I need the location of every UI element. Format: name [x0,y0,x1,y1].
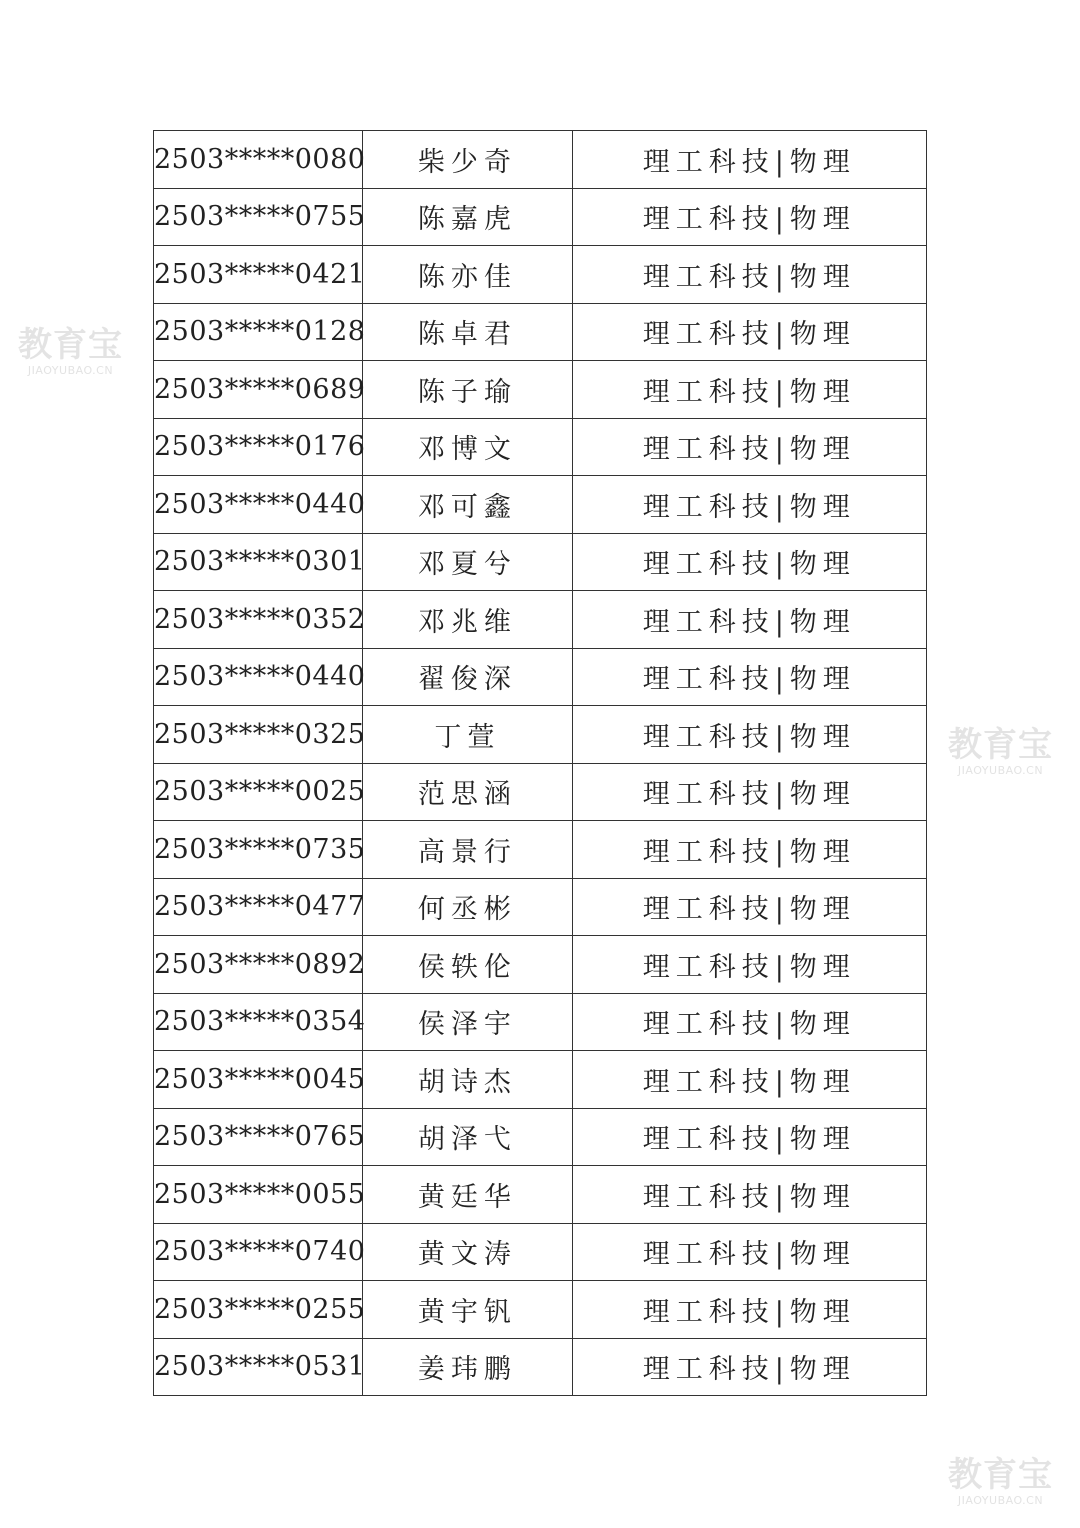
student-id-cell: 2503*****0440 [154,648,363,706]
student-id-cell: 2503*****0892 [154,936,363,994]
student-id-cell: 2503*****0421 [154,246,363,304]
table-row [154,1108,927,1166]
category-cell: 理工科技|物理 [572,591,926,649]
category-cell: 理工科技|物理 [572,131,926,189]
table-row [154,188,927,246]
student-id-cell: 2503*****0325 [154,706,363,764]
student-name-cell: 姜玮鹏 [363,1338,572,1396]
student-name-cell: 陈卓君 [363,303,572,361]
category-cell: 理工科技|物理 [572,821,926,879]
student-name-cell: 邓可鑫 [363,476,572,534]
watermark-logo [948,725,1053,777]
category-cell: 理工科技|物理 [572,418,926,476]
student-name-cell: 柴少奇 [363,131,572,189]
table-row [154,1281,927,1339]
watermark-logo [18,325,123,377]
table-row [154,936,927,994]
student-name-cell: 黄廷华 [363,1166,572,1224]
watermark-logo [948,1455,1053,1507]
table-row [154,821,927,879]
category-cell: 理工科技|物理 [572,993,926,1051]
watermark-subtext: JIAOYUBAO.CN [27,364,114,377]
watermark-text: 教育宝 [948,725,1053,765]
student-id-cell: 2503*****0531 [154,1338,363,1396]
student-list-table [153,130,927,1396]
student-id-cell: 2503*****0440 [154,476,363,534]
student-name-cell: 高景行 [363,821,572,879]
table-body [154,131,927,1396]
table-row [154,476,927,534]
category-cell: 理工科技|物理 [572,1051,926,1109]
table-row [154,361,927,419]
student-id-cell: 2503*****0735 [154,821,363,879]
category-cell: 理工科技|物理 [572,303,926,361]
student-id-cell: 2503*****0477 [154,878,363,936]
student-name-cell: 邓兆维 [363,591,572,649]
table-row [154,1338,927,1396]
student-id-cell: 2503*****0352 [154,591,363,649]
student-name-cell: 邓夏兮 [363,533,572,591]
student-name-cell: 胡泽弋 [363,1108,572,1166]
student-id-cell: 2503*****0025 [154,763,363,821]
student-id-cell: 2503*****0354 [154,993,363,1051]
category-cell: 理工科技|物理 [572,533,926,591]
student-id-cell: 2503*****0176 [154,418,363,476]
student-name-cell: 翟俊深 [363,648,572,706]
student-id-cell: 2503*****0080 [154,131,363,189]
category-cell: 理工科技|物理 [572,476,926,534]
table-row [154,993,927,1051]
category-cell: 理工科技|物理 [572,361,926,419]
category-cell: 理工科技|物理 [572,878,926,936]
table-row [154,763,927,821]
category-cell: 理工科技|物理 [572,1338,926,1396]
student-id-cell: 2503*****0740 [154,1223,363,1281]
student-name-cell: 侯泽宇 [363,993,572,1051]
watermark-text: 教育宝 [948,1455,1053,1495]
student-name-cell: 陈亦佳 [363,246,572,304]
table-row [154,303,927,361]
student-id-cell: 2503*****0128 [154,303,363,361]
category-cell: 理工科技|物理 [572,1166,926,1224]
table-row [154,591,927,649]
student-name-cell: 邓博文 [363,418,572,476]
student-name-cell: 陈嘉虎 [363,188,572,246]
table-row [154,131,927,189]
student-id-cell: 2503*****0755 [154,188,363,246]
category-cell: 理工科技|物理 [572,936,926,994]
table-row [154,246,927,304]
student-name-cell: 胡诗杰 [363,1051,572,1109]
category-cell: 理工科技|物理 [572,1281,926,1339]
category-cell: 理工科技|物理 [572,763,926,821]
table-row [154,1166,927,1224]
category-cell: 理工科技|物理 [572,188,926,246]
student-name-cell: 黄文涛 [363,1223,572,1281]
student-name-cell: 黄宇钒 [363,1281,572,1339]
student-name-cell: 丁萱 [363,706,572,764]
student-id-cell: 2503*****0689 [154,361,363,419]
table-row [154,706,927,764]
category-cell: 理工科技|物理 [572,706,926,764]
table-row [154,533,927,591]
student-id-cell: 2503*****0301 [154,533,363,591]
student-id-cell: 2503*****0765 [154,1108,363,1166]
student-id-cell: 2503*****0255 [154,1281,363,1339]
student-id-cell: 2503*****0045 [154,1051,363,1109]
category-cell: 理工科技|物理 [572,1223,926,1281]
category-cell: 理工科技|物理 [572,1108,926,1166]
table-row [154,1223,927,1281]
student-name-cell: 陈子瑜 [363,361,572,419]
table-row [154,648,927,706]
student-id-cell: 2503*****0055 [154,1166,363,1224]
watermark-text: 教育宝 [18,325,123,365]
category-cell: 理工科技|物理 [572,246,926,304]
watermark-subtext: JIAOYUBAO.CN [957,1494,1044,1507]
table-row [154,1051,927,1109]
table-row [154,878,927,936]
student-name-cell: 侯轶伦 [363,936,572,994]
student-name-cell: 范思涵 [363,763,572,821]
watermark-subtext: JIAOYUBAO.CN [957,764,1044,777]
category-cell: 理工科技|物理 [572,648,926,706]
student-name-cell: 何丞彬 [363,878,572,936]
table-row [154,418,927,476]
